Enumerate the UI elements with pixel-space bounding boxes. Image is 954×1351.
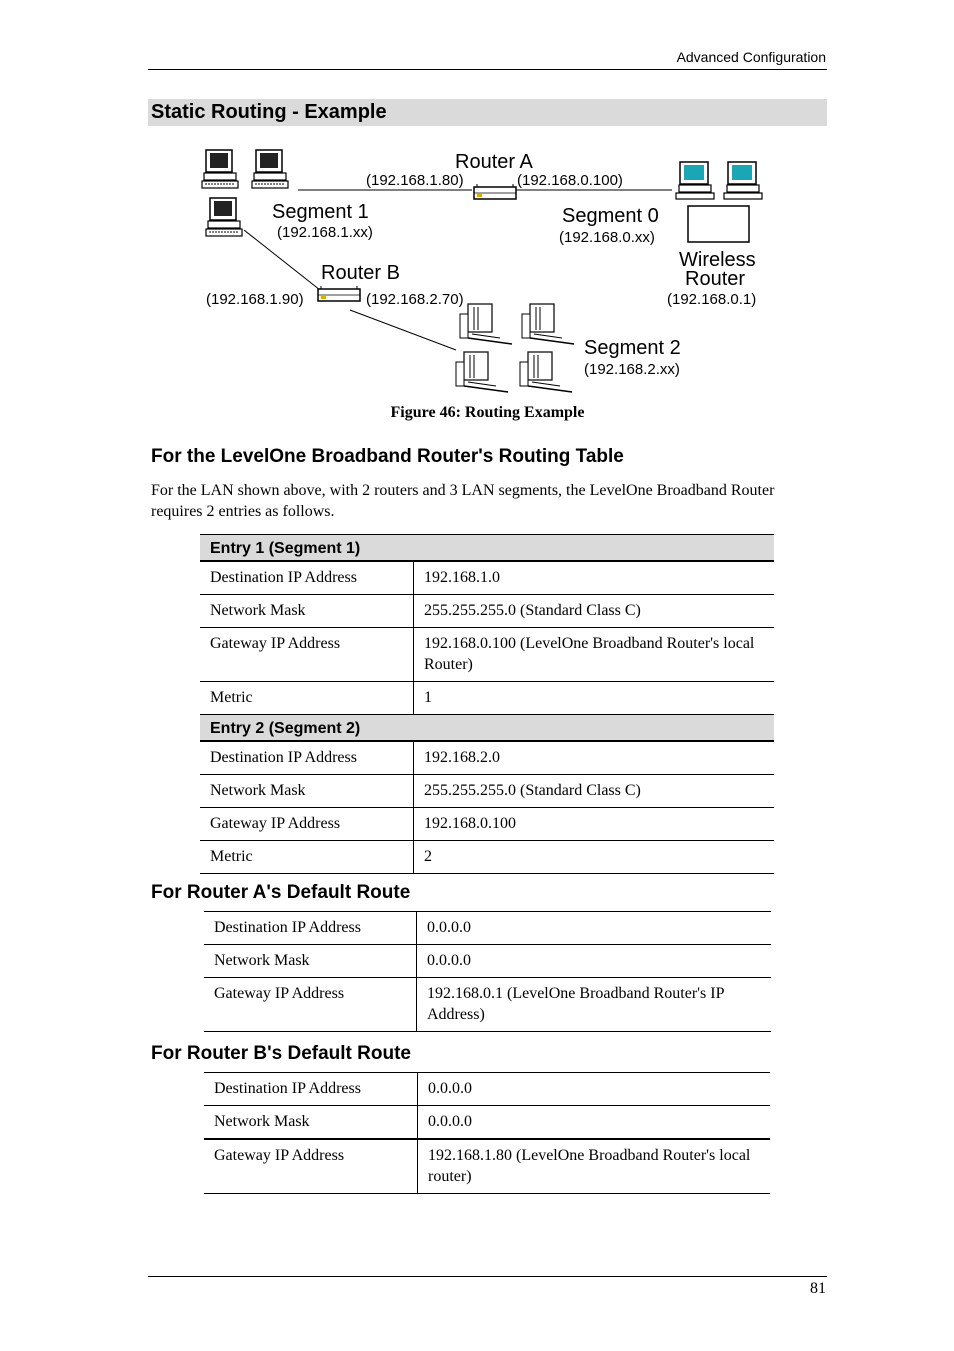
- computer-icon: [676, 162, 714, 199]
- segment1-label: Segment 1: [272, 201, 369, 223]
- table-row: [204, 1073, 770, 1106]
- router-a-default-heading: For Router A's Default Route: [151, 882, 411, 903]
- table-value: 2: [424, 848, 432, 865]
- table-label: Destination IP Address: [204, 912, 417, 945]
- table-value: 0.0.0.0: [428, 1113, 472, 1130]
- table-label: Gateway IP Address: [204, 978, 417, 1032]
- computer-icon: [202, 150, 238, 188]
- entry2-title: Entry 2 (Segment 2): [200, 715, 774, 742]
- wireless-router-label-line1: Wireless: [679, 249, 756, 271]
- routing-table-intro: For the LAN shown above, with 2 routers and 3 LAN segments, the LevelOne Broadband Router requires 2 entries as follows.: [151, 482, 775, 520]
- table-value: 192.168.0.1 (LevelOne Broadband Router's IP Address): [427, 985, 724, 1023]
- wireless-router-icon: [688, 206, 749, 242]
- table-row: [204, 945, 771, 978]
- table-label: Metric: [200, 682, 414, 715]
- table-value: 0.0.0.0: [428, 1080, 472, 1097]
- table-row: [200, 628, 774, 682]
- wireless-router-label-line2: Router: [685, 268, 746, 290]
- computer-icon: [460, 304, 512, 344]
- table-label: Network Mask: [200, 595, 414, 628]
- table-value: 0.0.0.0: [427, 919, 471, 936]
- router-b-default-heading: For Router B's Default Route: [151, 1043, 411, 1064]
- routing-entries-table: [200, 534, 774, 874]
- wireless-router-ip: (192.168.0.1): [667, 291, 757, 308]
- computer-icon: [206, 198, 242, 236]
- section-title: Static Routing - Example: [148, 99, 827, 126]
- table-row: [200, 841, 774, 874]
- segment2-link-line: [350, 310, 456, 350]
- router-b-icon: [318, 286, 360, 301]
- table-row: [200, 682, 774, 715]
- routing-table-heading: For the LevelOne Broadband Router's Routing Table: [151, 446, 624, 467]
- table-value: 192.168.2.0: [424, 749, 500, 766]
- table-row: [200, 808, 774, 841]
- footer-rule: [148, 1276, 827, 1277]
- table-value: 255.255.255.0 (Standard Class C): [424, 602, 641, 619]
- computer-icon: [724, 162, 762, 199]
- routing-diagram: [190, 138, 790, 400]
- computer-icon: [456, 352, 508, 392]
- router-b-ip-right: (192.168.2.70): [366, 291, 464, 308]
- table-row: [200, 561, 774, 595]
- router-a-label: Router A: [455, 151, 533, 173]
- table-value: 1: [424, 689, 432, 706]
- table-value: 192.168.0.100: [424, 815, 516, 832]
- table-value: 192.168.1.80 (LevelOne Broadband Router's local router): [428, 1147, 751, 1185]
- running-header: Advanced Configuration: [676, 49, 826, 65]
- table-label: Network Mask: [204, 1106, 418, 1140]
- router-a-ip-left: (192.168.1.80): [366, 172, 464, 189]
- table-value: 192.168.1.0: [424, 569, 500, 586]
- router-a-icon: [474, 184, 516, 199]
- table-value: 0.0.0.0: [427, 952, 471, 969]
- router-b-ip-left: (192.168.1.90): [206, 291, 304, 308]
- table-label: Gateway IP Address: [200, 628, 414, 682]
- entry-header-row: [200, 715, 774, 742]
- table-row: [204, 1139, 770, 1194]
- table-value: 192.168.0.100 (LevelOne Broadband Router's local Router): [424, 635, 755, 673]
- segment0-ip: (192.168.0.xx): [559, 229, 655, 246]
- segment2-ip: (192.168.2.xx): [584, 361, 680, 378]
- entry1-title: Entry 1 (Segment 1): [200, 535, 774, 562]
- table-label: Destination IP Address: [200, 741, 414, 775]
- entry-header-row: [200, 535, 774, 562]
- segment1-ip: (192.168.1.xx): [277, 224, 373, 241]
- router-a-ip-right: (192.168.0.100): [517, 172, 623, 189]
- table-label: Destination IP Address: [200, 561, 414, 595]
- table-label: Network Mask: [204, 945, 417, 978]
- router-b-label: Router B: [321, 262, 400, 284]
- table-row: [204, 978, 771, 1032]
- computer-icon: [252, 150, 288, 188]
- table-row: [204, 912, 771, 945]
- table-row: [200, 595, 774, 628]
- table-label: Gateway IP Address: [204, 1139, 418, 1194]
- figure-caption: Figure 46: Routing Example: [390, 404, 585, 421]
- computer-icon: [522, 304, 574, 344]
- page-number: 81: [810, 1280, 826, 1297]
- table-label: Network Mask: [200, 775, 414, 808]
- router-a-default-table: [204, 911, 771, 1032]
- table-row: [204, 1106, 770, 1140]
- segment2-label: Segment 2: [584, 337, 681, 359]
- computer-icon: [520, 352, 572, 392]
- table-value: 255.255.255.0 (Standard Class C): [424, 782, 641, 799]
- table-row: [200, 741, 774, 775]
- router-b-default-table: [204, 1072, 770, 1194]
- table-label: Destination IP Address: [204, 1073, 418, 1106]
- table-label: Metric: [200, 841, 414, 874]
- segment0-label: Segment 0: [562, 205, 659, 227]
- header-rule: [148, 69, 827, 70]
- table-label: Gateway IP Address: [200, 808, 414, 841]
- table-row: [200, 775, 774, 808]
